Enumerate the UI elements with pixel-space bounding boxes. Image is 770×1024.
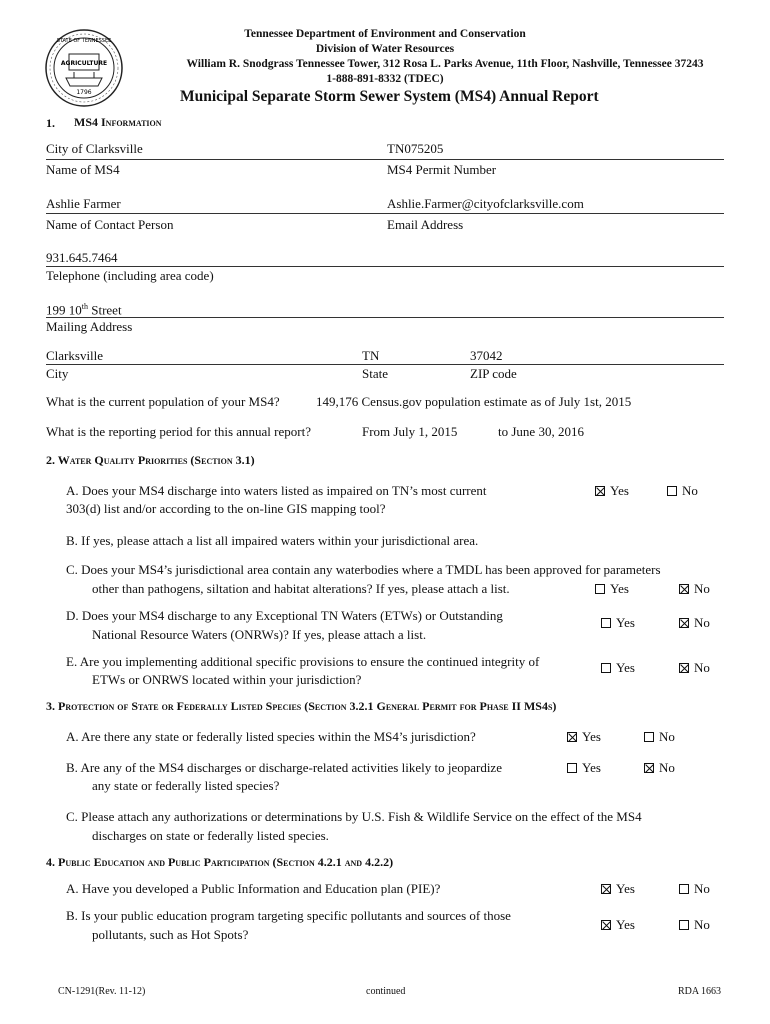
mailing-address-label: Mailing Address xyxy=(46,319,133,334)
agency-address: William R. Snodgrass Tennessee Tower, 312 Rosa L. Parks Avenue, 11th Floor, Nashville, Tennessee 37243 xyxy=(186,58,704,70)
contact-label: Name of Contact Person xyxy=(46,217,174,232)
section4-heading: 4. Public Education and Public Participation (Section 4.2.1 and 4.2.2) xyxy=(46,855,394,869)
checkbox-checked-icon[interactable] xyxy=(644,763,654,773)
svg-text:AGRICULTURE: AGRICULTURE xyxy=(60,60,108,67)
q2d-yes[interactable]: Yes xyxy=(601,615,635,631)
q3b-no[interactable]: No xyxy=(644,760,675,776)
checkbox-checked-icon[interactable] xyxy=(601,884,611,894)
q4b-yes[interactable]: Yes xyxy=(601,917,635,933)
form-number: CN-1291(Rev. 11-12) xyxy=(58,986,146,997)
q4b-text-2: pollutants, such as Hot Spots? xyxy=(92,927,249,942)
q4a-yes[interactable]: Yes xyxy=(601,881,635,897)
section2-heading: 2. Water Quality Priorities (Section 3.1) xyxy=(46,453,255,467)
q4b-text-1: B. Is your public education program targeting specific pollutants and sources of those xyxy=(66,908,511,923)
phone-value[interactable]: 931.645.7464 xyxy=(46,250,118,265)
population-answer[interactable]: 149,176 Census.gov population estimate as of July 1st, 2015 xyxy=(316,394,632,409)
period-to[interactable]: to June 30, 2016 xyxy=(498,424,584,439)
q4a-no[interactable]: No xyxy=(679,881,710,897)
rda-code: RDA 1663 xyxy=(678,986,722,997)
q4a-text: A. Have you developed a Public Information and Education plan (PIE)? xyxy=(66,881,441,896)
checkbox-empty-icon[interactable] xyxy=(595,584,605,594)
ms4-name-value[interactable]: City of Clarksville xyxy=(46,141,143,156)
division-name: Division of Water Resources xyxy=(315,43,455,55)
checkbox-checked-icon[interactable] xyxy=(679,663,689,673)
continued-label: continued xyxy=(366,986,406,997)
email-label: Email Address xyxy=(387,217,464,232)
permit-number-value[interactable]: TN075205 xyxy=(387,141,444,156)
period-question: What is the reporting period for this annual report? xyxy=(46,424,311,439)
section3-heading: 3. Protection of State or Federally Listed Species (Section 3.2.1 General Permit for Phase II MS4s) xyxy=(46,699,557,713)
mailing-address-value[interactable]: 199 10th Street xyxy=(46,302,122,318)
q3c-text-1: C. Please attach any authorizations or determinations by U.S. Fish & Wildlife Service on the effect of the MS4 xyxy=(66,809,642,824)
checkbox-empty-icon[interactable] xyxy=(679,884,689,894)
q2a-no[interactable]: No xyxy=(667,483,698,499)
zip-label: ZIP code xyxy=(470,366,517,381)
checkbox-checked-icon[interactable] xyxy=(567,732,577,742)
checkbox-checked-icon[interactable] xyxy=(601,920,611,930)
q2c-yes[interactable]: Yes xyxy=(595,581,629,597)
q2b-text: B. If yes, please attach a list all impaired waters within your jurisdictional area. xyxy=(66,533,479,548)
section1-heading: MS4 Information xyxy=(74,115,162,129)
section1-number: 1. xyxy=(46,116,55,130)
checkbox-empty-icon[interactable] xyxy=(601,618,611,628)
q3c-text-2: discharges on state or federally listed species. xyxy=(92,828,329,843)
permit-number-label: MS4 Permit Number xyxy=(387,162,497,177)
checkbox-empty-icon[interactable] xyxy=(567,763,577,773)
q2c-text-2: other than pathogens, siltation and habitat alterations? If yes, please attach a list. xyxy=(92,581,510,596)
checkbox-checked-icon[interactable] xyxy=(595,486,605,496)
page-title: Municipal Separate Storm Sewer System (MS4) Annual Report xyxy=(180,88,599,105)
q2d-no[interactable]: No xyxy=(679,615,710,631)
city-label: City xyxy=(46,366,69,381)
period-from[interactable]: From July 1, 2015 xyxy=(362,424,458,439)
city-value[interactable]: Clarksville xyxy=(46,348,104,363)
state-label: State xyxy=(362,366,388,381)
svg-text:1796: 1796 xyxy=(76,89,92,96)
checkbox-empty-icon[interactable] xyxy=(601,663,611,673)
svg-text:STATE OF TENNESSEE: STATE OF TENNESSEE xyxy=(56,38,112,44)
q3a-no[interactable]: No xyxy=(644,729,675,745)
q2a-text-1: A. Does your MS4 discharge into waters listed as impaired on TN’s most current xyxy=(66,483,487,498)
q3a-text: A. Are there any state or federally listed species within the MS4’s jurisdiction? xyxy=(66,729,476,744)
zip-value[interactable]: 37042 xyxy=(470,348,503,363)
checkbox-checked-icon[interactable] xyxy=(679,584,689,594)
agency-name: Tennessee Department of Environment and Conservation xyxy=(244,28,526,40)
agency-phone: 1-888-891-8332 (TDEC) xyxy=(326,73,444,85)
q2d-text-2: National Resource Waters (ONRWs)? If yes, please attach a list. xyxy=(92,627,427,642)
q2a-text-2: 303(d) list and/or according to the on-line GIS mapping tool? xyxy=(66,501,386,516)
q2e-yes[interactable]: Yes xyxy=(601,660,635,676)
population-question: What is the current population of your MS4? xyxy=(46,394,280,409)
q2c-text-1: C. Does your MS4’s jurisdictional area contain any waterbodies where a TMDL has been approved for parameters xyxy=(66,562,661,577)
q2e-text-2: ETWs or ONRWS located within your jurisdiction? xyxy=(92,672,362,687)
checkbox-checked-icon[interactable] xyxy=(679,618,689,628)
phone-label: Telephone (including area code) xyxy=(46,268,214,283)
checkbox-empty-icon[interactable] xyxy=(667,486,677,496)
q2a-yes[interactable]: Yes xyxy=(595,483,629,499)
q2d-text-1: D. Does your MS4 discharge to any Exceptional TN Waters (ETWs) or Outstanding xyxy=(66,608,503,623)
email-value[interactable]: Ashlie.Farmer@cityofclarksville.com xyxy=(387,196,584,211)
q4b-no[interactable]: No xyxy=(679,917,710,933)
contact-value[interactable]: Ashlie Farmer xyxy=(46,196,121,211)
checkbox-empty-icon[interactable] xyxy=(644,732,654,742)
q3a-yes[interactable]: Yes xyxy=(567,729,601,745)
q3b-yes[interactable]: Yes xyxy=(567,760,601,776)
q3b-text-1: B. Are any of the MS4 discharges or discharge-related activities likely to jeopardize xyxy=(66,760,502,775)
checkbox-empty-icon[interactable] xyxy=(679,920,689,930)
q2e-no[interactable]: No xyxy=(679,660,710,676)
q2c-no[interactable]: No xyxy=(679,581,710,597)
state-value[interactable]: TN xyxy=(362,348,380,363)
q3b-text-2: any state or federally listed species? xyxy=(92,778,280,793)
q2e-text-1: E. Are you implementing additional specific provisions to ensure the continued integrity of xyxy=(66,654,540,669)
ms4-name-label: Name of MS4 xyxy=(46,162,120,177)
